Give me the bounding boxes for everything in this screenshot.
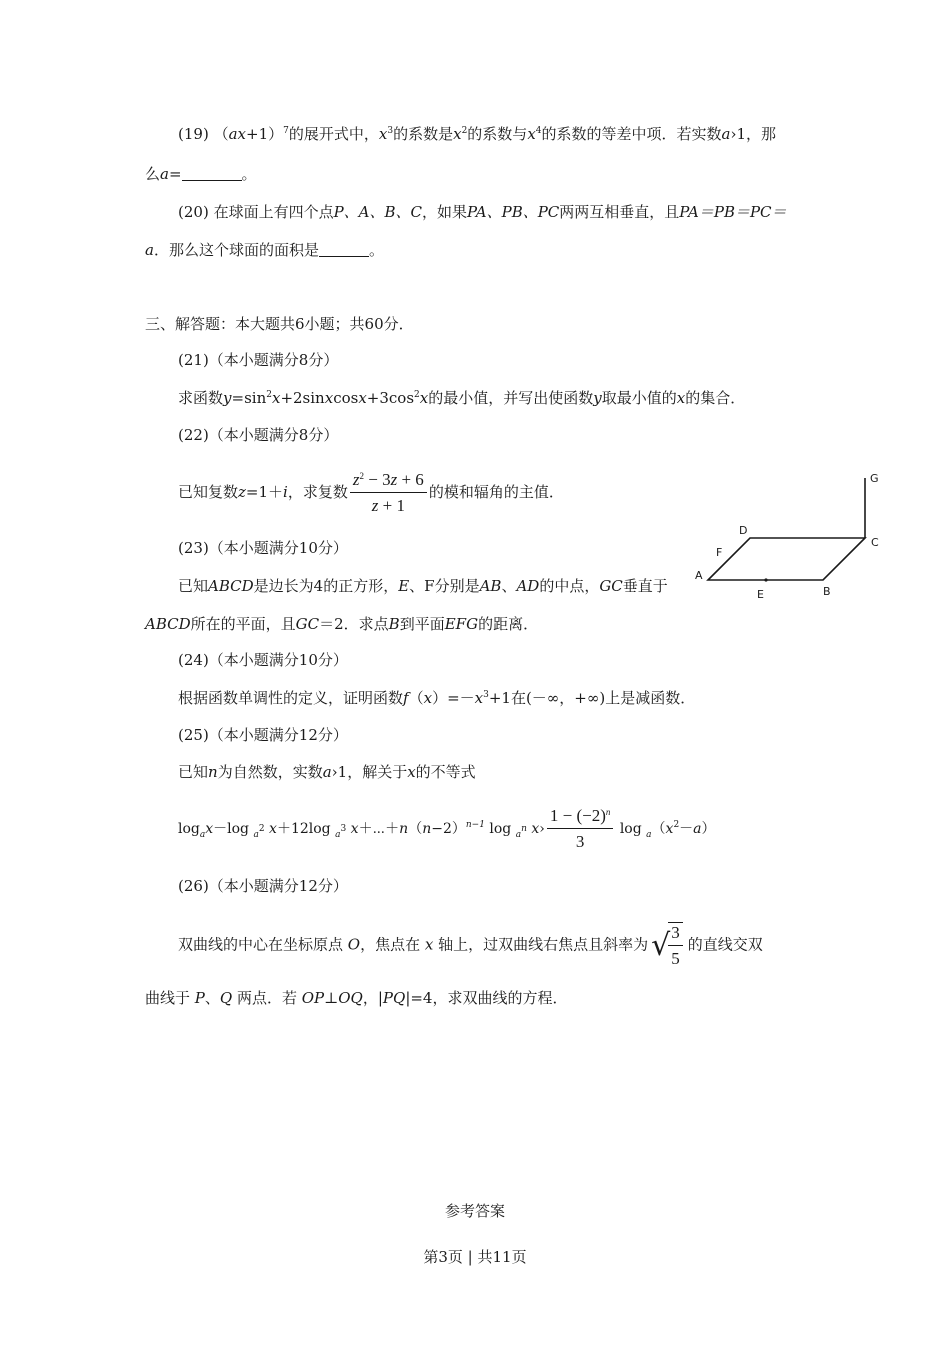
complex-fraction: $\frac{z^2 - 3z + 6}{z + 1}$ [350, 470, 427, 516]
q20-number: (20) [178, 203, 209, 221]
q23-line2: ABCD所在的平面，且GC＝2．求点B到平面EFG的距离． [145, 615, 539, 633]
q22-heading: (22)（本小题满分8分） [178, 426, 339, 444]
page-footer: 第3页 | 共11页 [423, 1248, 527, 1266]
q25-text: 已知n为自然数，实数a›1，解关于x的不等式 [178, 763, 476, 781]
q19-number: (19) [178, 125, 209, 143]
sqrt-radical: √ $\frac{3}{5}$ [651, 922, 685, 969]
q26-line1: 双曲线的中心在坐标原点 O，焦点在 x 轴上，过双曲线右焦点且斜率为 √ $\frac{3}{5}$ 的直线交双 [178, 923, 763, 968]
q20-line1: (20) 在球面上有四个点P、A、B、C，如果PA、PB、PC两两互相垂直，且PA＝PB＝PC＝ [178, 203, 787, 221]
q19-line2: 么a= 。 [145, 165, 257, 183]
point-e [764, 578, 767, 581]
q20-line2: a．那么这个球面的面积是 。 [145, 241, 384, 259]
q23-line1: 已知ABCD是边长为4的正方形，E、F分别是AB、AD的中点，GC垂直于 [178, 577, 668, 595]
label-g: G [870, 472, 879, 485]
label-e: E [757, 588, 764, 601]
q24-heading: (24)（本小题满分10分） [178, 651, 348, 669]
answer-blank [182, 166, 242, 181]
answer-blank [319, 242, 369, 257]
q21-text: 求函数$y=\sin^2x+2sinxcosx+3\cos^2x$的最小值，并写出使函数y取最小值的x的集合． [178, 389, 746, 407]
answers-heading: 参考答案 [444, 1202, 505, 1220]
q25-inequality: $\log_ax-\log$ $_{a^2}$ x＋12log $_{a^3}$ $x+\cdots+n(n-2)^{n-1}$ log $_{a^n}$ x› $\frac{1 - (-2)^n}{3}$ $\log _a(x^2-a)$ [178, 806, 716, 851]
q25-heading: (25)（本小题满分12分） [178, 726, 348, 744]
section-heading: 三、解答题：本大题共6小题；共60分． [145, 315, 414, 333]
label-b: B [823, 585, 831, 598]
label-c: C [871, 536, 879, 549]
q23-heading: (23)（本小题满分10分） [178, 539, 348, 557]
inequality-fraction: $\frac{1 - (-2)^n}{3}$ [547, 806, 614, 852]
label-a: A [695, 569, 703, 582]
q24-text: 根据函数单调性的定义，证明函数$f(x)=-x^3+1$在(－∞，+∞)上是减函数． [178, 689, 696, 707]
radical-sign: √ [651, 927, 671, 963]
label-f: F [716, 546, 723, 559]
q19-line1: (19) $(ax+1)^7$的展开式中，$x^3$的系数是$x^2$的系数与$x^4$的系数的等差中项．若实数a›1，那 [178, 125, 777, 143]
geometry-diagram [690, 470, 890, 610]
q21-heading: (21)（本小题满分8分） [178, 351, 339, 369]
q26-line2: 曲线于 P、Q 两点．若 OP⊥OQ，|PQ|=4，求双曲线的方程． [145, 989, 568, 1007]
q26-heading: (26)（本小题满分12分） [178, 877, 348, 895]
label-d: D [739, 524, 748, 537]
square-abcd [708, 538, 865, 580]
q22-text: 已知复数z=1＋i，求复数 $\frac{z^2 - 3z + 6}{z + 1}$ 的模和辐角的主值． [178, 470, 564, 515]
